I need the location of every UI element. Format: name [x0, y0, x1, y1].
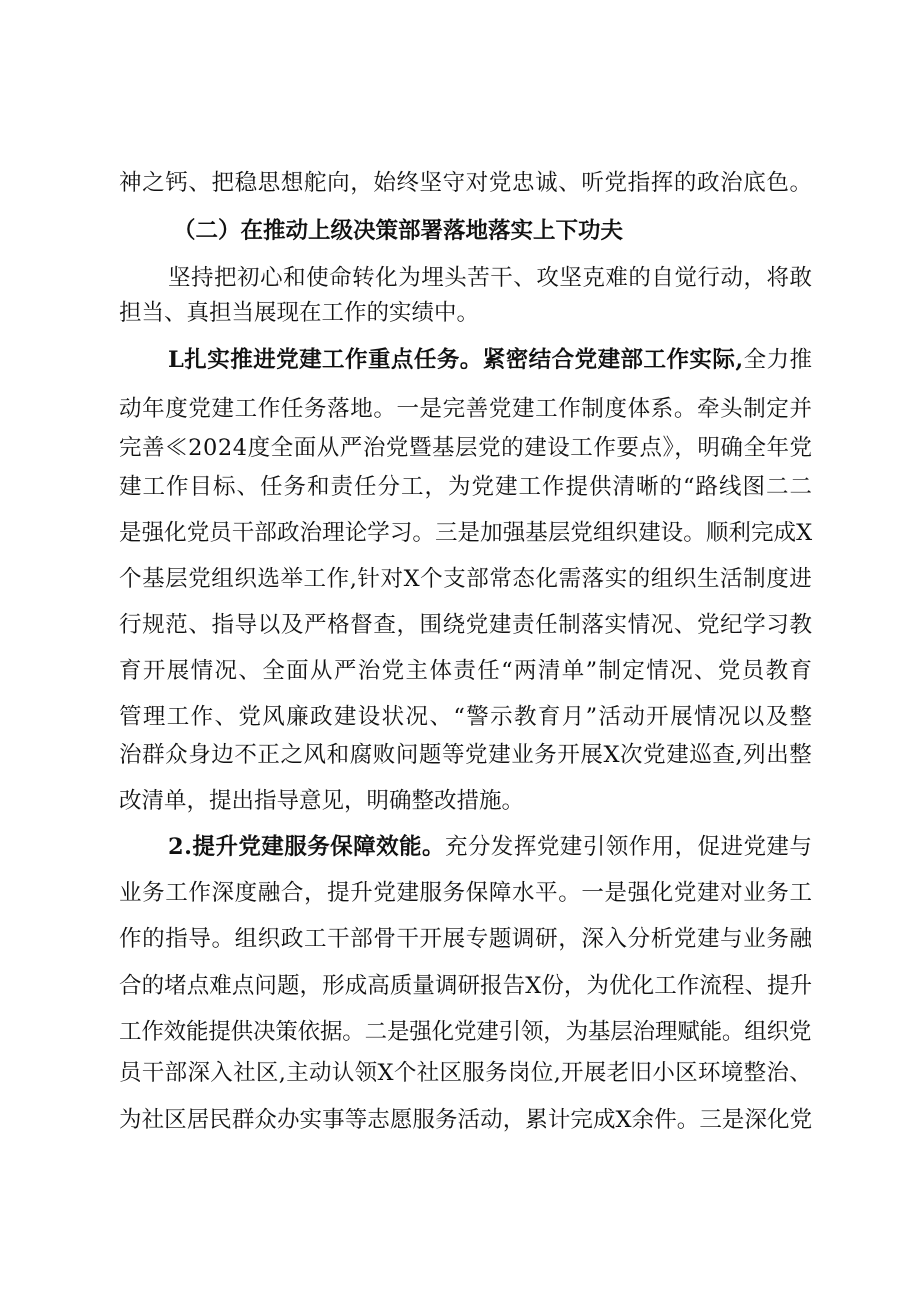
section-heading: （二）在推动上级决策部署落地落实上下功夫: [173, 218, 624, 244]
paragraph-line: 担当、真担当展现在工作的实绩中。: [119, 300, 480, 326]
paragraph-line: 育开展情况、全面从严治党主体责任“两清单”制定情况、党员教育: [119, 658, 814, 684]
paragraph-line: 工作效能提供决策依据。二是强化党建引领，为基层治理赋能。组织党: [119, 1019, 812, 1045]
paragraph-line: 个基层党组织选举工作,针对X个支部常态化需落实的组织生活制度进: [119, 566, 813, 592]
item-2-first-line: [168, 832, 812, 862]
item-2-title: 2.提升党建服务保障效能。: [168, 834, 445, 860]
paragraph-line: 管理工作、党风廉政建设状况、“警示教育月”活动开展情况以及整: [119, 704, 814, 730]
paragraph-line: 动年度党建工作任务落地。一是完善党建工作制度体系。牵头制定并: [119, 396, 813, 422]
item-1-line-rest: 全力推: [743, 347, 813, 373]
item-2-line-rest: 充分发挥党建引领作用，促进党建与: [444, 834, 813, 860]
paragraph-line: 为社区居民群众办实事等志愿服务活动，累计完成X余件。三是深化党: [119, 1107, 813, 1133]
paragraph-line: 建工作目标、任务和责任分工，为党建工作提供清晰的“路线图二二: [119, 474, 814, 500]
paragraph-line: 合的堵点难点问题，形成高质量调研报告X份，为优化工作流程、提升: [119, 973, 813, 999]
paragraph-line: 是强化党员干部政治理论学习。三是加强基层党组织建设。顺利完成X: [119, 520, 813, 546]
paragraph-line: 治群众身边不正之风和腐败问题等党建业务开展X次党建巡查,列出整: [119, 742, 813, 768]
paragraph-line: 作的指导。组织政工干部骨干开展专题调研，深入分析党建与业务融: [119, 926, 813, 952]
paragraph-line: 行规范、指导以及严格督查，围绕党建责任制落实情况、党纪学习教: [119, 612, 813, 638]
item-1-first-line: [168, 345, 813, 375]
item-1-title: L扎实推进党建工作重点任务。: [168, 347, 483, 373]
paragraph-line: 员干部深入社区,主动认领X个社区服务岗位,开展老旧小区环境整治、: [119, 1060, 813, 1086]
paragraph-line: 完善≪2024度全面从严治党暨基层党的建设工作要点》，明确全年党: [119, 435, 813, 461]
paragraph-line: 神之钙、把稳思想舵向，始终坚守对党忠诚、听党指挥的政治底色。: [119, 170, 813, 196]
paragraph-line: 改清单，提出指导意见，明确整改措施。: [119, 788, 525, 814]
paragraph-line: 坚持把初心和使命转化为埋头苦干、攻坚克难的自觉行动，将敢: [168, 265, 813, 291]
item-1-lead: 紧密结合党建部工作实际,: [482, 347, 744, 373]
paragraph-line: 业务工作深度融合，提升党建服务保障水平。一是强化党建对业务工: [119, 880, 813, 906]
